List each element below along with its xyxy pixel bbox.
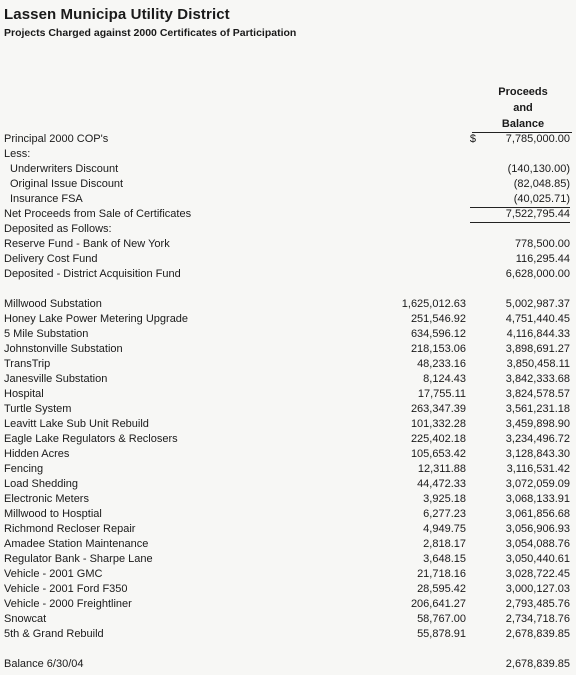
project-label: Honey Lake Power Metering Upgrade	[4, 313, 189, 325]
ledger-row	[4, 147, 576, 162]
project-balance: 5,002,987.37	[505, 298, 570, 310]
row-spacer	[4, 282, 576, 297]
project-label: Eagle Lake Regulators & Reclosers	[4, 433, 178, 445]
project-label: Hidden Acres	[4, 448, 70, 460]
row-balance: (82,048.85)	[513, 178, 570, 190]
row-label: Reserve Fund - Bank of New York	[4, 238, 170, 250]
project-label: Turtle System	[4, 403, 72, 415]
project-row	[4, 507, 576, 522]
project-balance: 3,824,578.57	[505, 388, 570, 400]
project-label: Load Shedding	[4, 478, 79, 490]
project-label: Amadee Station Maintenance	[4, 538, 149, 550]
project-balance: 3,898,691.27	[505, 343, 570, 355]
project-charged: 28,595.42	[417, 583, 466, 595]
project-charged: 634,596.12	[410, 328, 466, 340]
project-row	[4, 597, 576, 612]
project-row	[4, 627, 576, 642]
project-charged: 218,153.06	[410, 343, 466, 355]
project-balance: 3,128,843.30	[505, 448, 570, 460]
project-list	[4, 297, 576, 642]
project-row	[4, 372, 576, 387]
project-balance: 3,068,133.91	[505, 493, 570, 505]
project-label: Snowcat	[4, 613, 47, 625]
project-label: TransTrip	[4, 358, 51, 370]
project-label: Millwood Substation	[4, 298, 102, 310]
project-balance: 3,000,127.03	[505, 583, 570, 595]
project-charged: 1,625,012.63	[401, 298, 466, 310]
project-charged: 101,332.28	[410, 418, 466, 430]
project-label: Vehicle - 2000 Freightliner	[4, 598, 132, 610]
row-label: Deposited - District Acquisition Fund	[4, 268, 181, 280]
project-balance: 3,072,059.09	[505, 478, 570, 490]
row-balance: 2,678,839.85	[505, 658, 570, 670]
project-charged: 21,718.16	[417, 568, 466, 580]
row-balance: (140,130.00)	[507, 163, 570, 175]
row-label: Deposited as Follows:	[4, 223, 112, 235]
project-label: Vehicle - 2001 GMC	[4, 568, 103, 580]
project-label: 5th & Grand Rebuild	[4, 628, 104, 640]
project-balance: 3,459,898.90	[505, 418, 570, 430]
ledger-row	[4, 192, 576, 207]
project-row	[4, 462, 576, 477]
project-row	[4, 492, 576, 507]
project-balance: 2,678,839.85	[505, 628, 570, 640]
column-heading-line: Proceeds	[498, 86, 548, 98]
column-heading-line: Balance	[501, 118, 545, 130]
project-row	[4, 567, 576, 582]
project-balance: 3,050,440.61	[505, 553, 570, 565]
project-row	[4, 387, 576, 402]
column-heading-line: and	[513, 102, 533, 114]
project-row	[4, 477, 576, 492]
project-charged: 44,472.33	[417, 478, 466, 490]
project-charged: 6,277.23	[423, 508, 466, 520]
column-heading	[472, 84, 574, 132]
project-label: Leavitt Lake Sub Unit Rebuild	[4, 418, 149, 430]
project-charged: 58,767.00	[417, 613, 466, 625]
row-label: Less:	[4, 148, 31, 160]
project-label: Hospital	[4, 388, 44, 400]
project-balance: 3,842,333.68	[505, 373, 570, 385]
project-charged: 4,949.75	[423, 523, 466, 535]
project-row	[4, 582, 576, 597]
project-balance: 3,116,531.42	[506, 463, 570, 475]
row-balance: 7,785,000.00	[505, 133, 570, 145]
row-label: Delivery Cost Fund	[4, 253, 98, 265]
row-balance: 7,522,795.44	[470, 207, 570, 223]
ledger-row	[4, 237, 576, 252]
row-spacer	[4, 642, 576, 657]
project-label: 5 Mile Substation	[4, 328, 89, 340]
project-balance: 4,116,844.33	[506, 328, 570, 340]
ledger-row	[4, 657, 576, 672]
project-balance: 3,850,458.11	[506, 358, 570, 370]
project-row	[4, 327, 576, 342]
row-label: Underwriters Discount	[10, 163, 119, 175]
project-row	[4, 552, 576, 567]
project-balance: 3,056,906.93	[505, 523, 570, 535]
project-charged: 55,878.91	[417, 628, 466, 640]
project-charged: 12,311.88	[417, 463, 466, 475]
project-label: Richmond Recloser Repair	[4, 523, 136, 535]
row-balance: 6,628,000.00	[505, 268, 570, 280]
project-charged: 3,648.15	[423, 553, 466, 565]
project-label: Millwood to Hosptial	[4, 508, 102, 520]
ledger-row	[4, 222, 576, 237]
dollar-sign: $	[469, 133, 476, 145]
ledger-row	[4, 267, 576, 282]
row-label: Principal 2000 COP's	[4, 133, 109, 145]
project-balance: 3,061,856.68	[505, 508, 570, 520]
project-charged: 206,641.27	[410, 598, 466, 610]
ledger-row	[4, 132, 576, 147]
project-charged: 263,347.39	[410, 403, 466, 415]
project-charged: 105,653.42	[410, 448, 466, 460]
row-balance: (40,025.71)	[470, 192, 570, 208]
project-row	[4, 447, 576, 462]
row-balance: 778,500.00	[514, 238, 570, 250]
project-charged: 48,233.16	[417, 358, 466, 370]
project-charged: 251,546.92	[410, 313, 466, 325]
row-label: Insurance FSA	[10, 193, 83, 205]
project-row	[4, 432, 576, 447]
project-balance: 3,561,231.18	[505, 403, 570, 415]
project-row	[4, 537, 576, 552]
project-balance: 3,234,496.72	[505, 433, 570, 445]
document-subtitle: Projects Charged against 2000 Certificates of Participation	[4, 27, 297, 39]
project-label: Janesville Substation	[4, 373, 108, 385]
project-charged: 2,818.17	[423, 538, 466, 550]
ledger-row	[4, 177, 576, 192]
project-charged: 3,925.18	[423, 493, 466, 505]
project-balance: 4,751,440.45	[505, 313, 570, 325]
project-balance: 3,028,722.45	[505, 568, 570, 580]
project-label: Vehicle - 2001 Ford F350	[4, 583, 128, 595]
project-charged: 8,124.43	[423, 373, 466, 385]
project-row	[4, 402, 576, 417]
project-charged: 17,755.11	[417, 388, 466, 400]
row-label: Original Issue Discount	[10, 178, 124, 190]
project-row	[4, 417, 576, 432]
project-label: Electronic Meters	[4, 493, 89, 505]
project-row	[4, 297, 576, 312]
project-row	[4, 522, 576, 537]
row-label: Balance 6/30/04	[4, 658, 84, 670]
ledger-row	[4, 162, 576, 177]
project-row	[4, 357, 576, 372]
project-row	[4, 342, 576, 357]
project-label: Regulator Bank - Sharpe Lane	[4, 553, 153, 565]
project-charged: 225,402.18	[410, 433, 466, 445]
ledger-row	[4, 207, 576, 222]
project-balance: 2,793,485.76	[505, 598, 570, 610]
project-label: Fencing	[4, 463, 44, 475]
document-title: Lassen Municipa Utility District	[4, 6, 230, 23]
ledger-table	[4, 132, 576, 672]
ledger-row	[4, 252, 576, 267]
row-balance: 116,295.44	[515, 253, 570, 265]
project-balance: 2,734,718.76	[505, 613, 570, 625]
row-label: Net Proceeds from Sale of Certificates	[4, 208, 192, 220]
project-label: Johnstonville Substation	[4, 343, 123, 355]
project-balance: 3,054,088.76	[505, 538, 570, 550]
project-row	[4, 612, 576, 627]
project-row	[4, 312, 576, 327]
